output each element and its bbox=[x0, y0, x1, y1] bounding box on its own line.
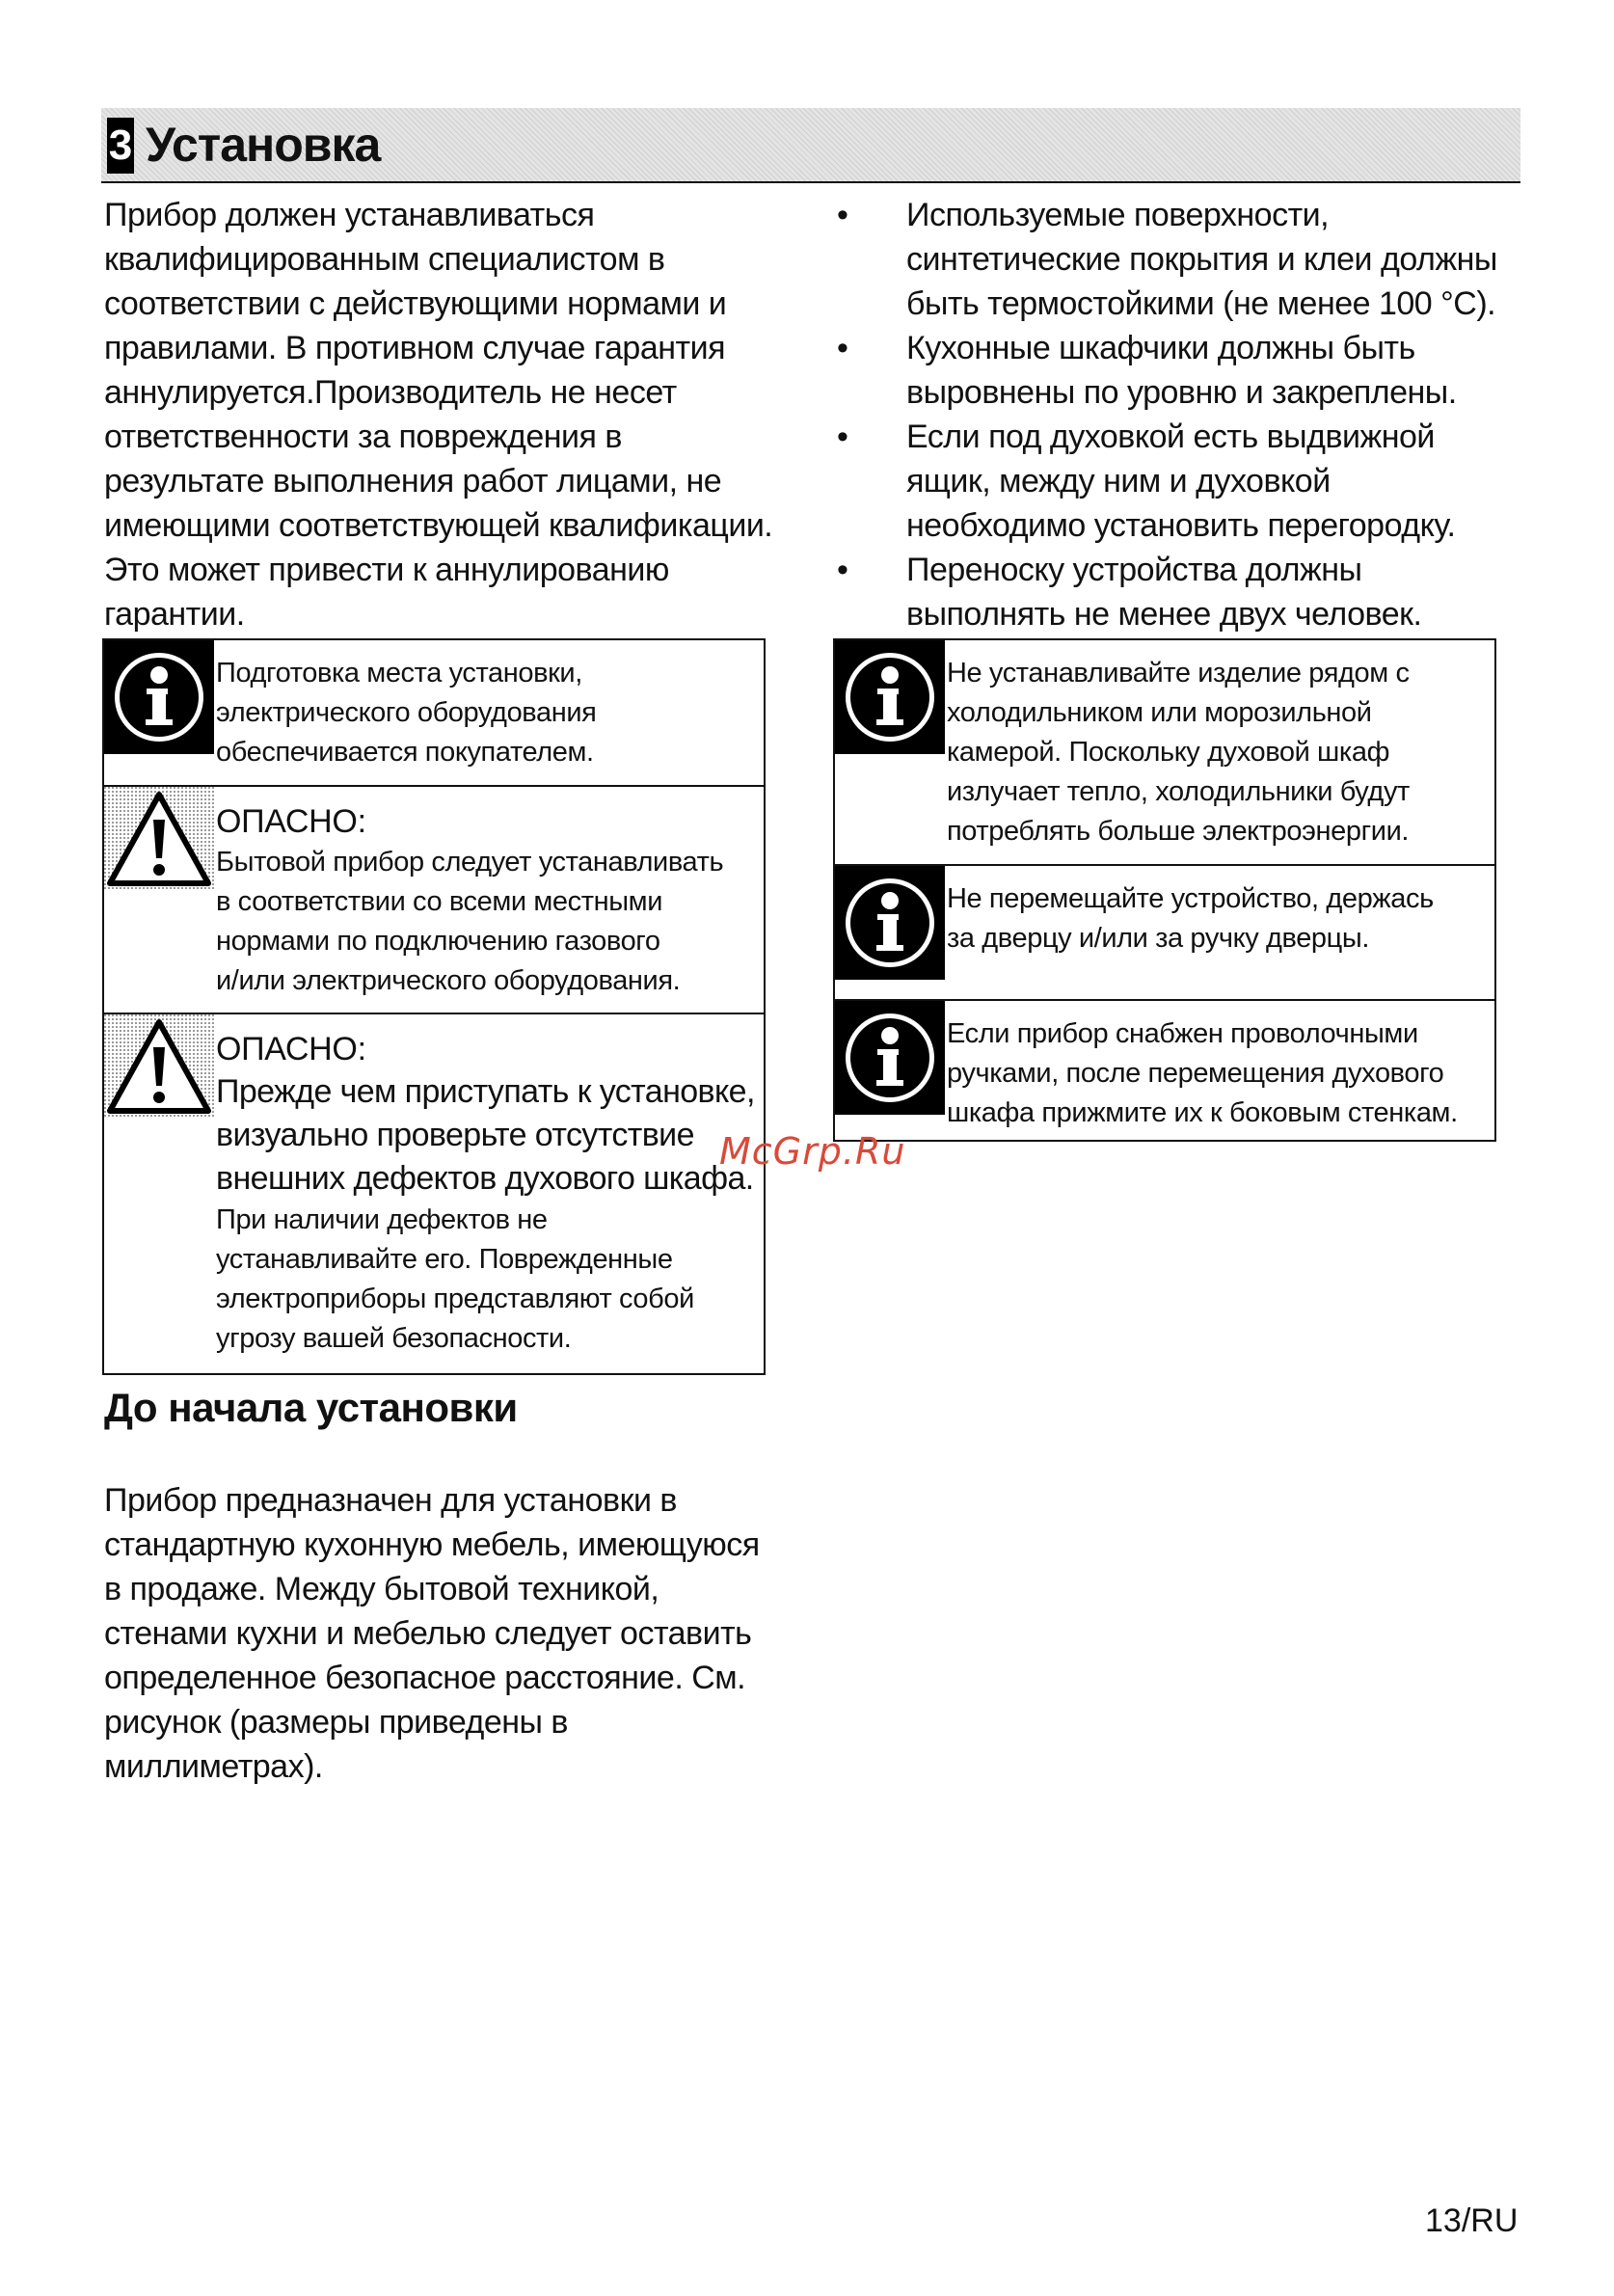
bullet-marker: • bbox=[837, 330, 848, 366]
text-line: Переноску устройства должны bbox=[906, 552, 1362, 588]
text-line: Если прибор снабжен проволочными bbox=[947, 1018, 1418, 1049]
danger-heading: ОПАСНО: bbox=[216, 1031, 366, 1067]
text-line: и/или электрического оборудования. bbox=[216, 965, 681, 996]
text-line: электроприборы представляют собой bbox=[216, 1283, 694, 1314]
text-line: стандартную кухонную мебель, имеющуюся bbox=[104, 1526, 760, 1563]
text-line: выровнены по уровню и закреплены. bbox=[906, 374, 1457, 411]
text-line: Подготовка места установки, bbox=[216, 658, 582, 689]
watermark: McGrp.Ru bbox=[719, 1130, 906, 1173]
info-notice bbox=[835, 999, 1494, 1140]
text-line: ответственности за повреждения в bbox=[104, 419, 622, 455]
intro-paragraph bbox=[104, 193, 798, 636]
text-line: Не перемещайте устройство, держась bbox=[947, 883, 1434, 914]
list-item bbox=[837, 415, 1531, 548]
text-line: ручками, после перемещения духового bbox=[947, 1058, 1444, 1089]
danger-notice bbox=[104, 1013, 764, 1373]
text-line: Это может привести к аннулированию bbox=[104, 552, 669, 588]
list-item bbox=[837, 326, 1531, 415]
text-line: стенами кухни и мебелью следует оставить bbox=[104, 1615, 752, 1652]
page-number: 13/RU bbox=[1425, 2202, 1519, 2239]
text-line: в соответствии со всеми местными bbox=[216, 886, 662, 917]
text-line: аннулируется.Производитель не несет bbox=[104, 374, 677, 411]
warning-icon bbox=[104, 1014, 214, 1119]
text-line: в продаже. Между бытовой техникой, bbox=[104, 1571, 659, 1607]
text-line: потреблять больше электроэнергии. bbox=[947, 816, 1410, 847]
bullet-marker: • bbox=[837, 419, 848, 455]
list-item bbox=[837, 193, 1531, 326]
text-line: нормами по подключению газового bbox=[216, 926, 660, 957]
text-line: необходимо установить перегородку. bbox=[906, 507, 1456, 544]
text-line: синтетические покрытия и клеи должны bbox=[906, 241, 1497, 278]
info-notice bbox=[835, 640, 1494, 864]
text-line: Бытовой прибор следует устанавливать bbox=[216, 847, 724, 878]
text-line: внешних дефектов духового шкафа. bbox=[216, 1160, 754, 1197]
section-paragraph bbox=[104, 1478, 798, 1789]
chapter-title: Установка bbox=[146, 118, 381, 172]
info-icon bbox=[835, 1001, 945, 1115]
text-line: результате выполнения работ лицами, не bbox=[104, 463, 722, 500]
info-icon bbox=[104, 640, 214, 754]
text-line: ящик, между ним и духовкой bbox=[906, 463, 1331, 500]
text-line: холодильником или морозильной bbox=[947, 697, 1372, 728]
text-line: гарантии. bbox=[104, 596, 245, 633]
danger-heading: ОПАСНО: bbox=[216, 803, 366, 840]
text-line: визуально проверьте отсутствие bbox=[216, 1117, 694, 1153]
text-line: обеспечивается покупателем. bbox=[216, 737, 594, 768]
text-line: Кухонные шкафчики должны быть bbox=[906, 330, 1415, 366]
info-notice bbox=[835, 864, 1494, 999]
bullet-marker: • bbox=[837, 552, 848, 588]
text-line: выполнять не менее двух человек. bbox=[906, 596, 1422, 633]
text-line: Прибор должен устанавливаться bbox=[104, 197, 595, 233]
text-line: быть термостойкими (не менее 100 °C). bbox=[906, 285, 1496, 322]
text-line: угрозу вашей безопасности. bbox=[216, 1323, 572, 1354]
warning-icon bbox=[104, 787, 214, 891]
section-heading: До начала установки bbox=[104, 1385, 518, 1430]
chapter-header bbox=[101, 108, 1520, 183]
text-line: Не устанавливайте изделие рядом с bbox=[947, 658, 1410, 689]
text-line: правилами. В противном случае гарантия bbox=[104, 330, 725, 366]
text-line: Используемые поверхности, bbox=[906, 197, 1330, 233]
info-icon bbox=[835, 640, 945, 754]
text-line: излучает тепло, холодильники будут bbox=[947, 776, 1410, 807]
text-line: имеющими соответствующей квалификации. bbox=[104, 507, 773, 544]
text-line: рисунок (размеры приведены в bbox=[104, 1704, 568, 1741]
left-notice-group bbox=[102, 638, 766, 1375]
text-line: Прибор предназначен для установки в bbox=[104, 1482, 677, 1519]
requirements-list bbox=[837, 193, 1531, 636]
text-line: миллиметрах). bbox=[104, 1748, 323, 1785]
text-line: определенное безопасное расстояние. См. bbox=[104, 1660, 746, 1696]
text-line: квалифицированным специалистом в bbox=[104, 241, 665, 278]
text-line: устанавливайте его. Поврежденные bbox=[216, 1244, 673, 1275]
text-line: электрического оборудования bbox=[216, 697, 597, 728]
text-line: Прежде чем приступать к установке, bbox=[216, 1073, 755, 1110]
text-line: Если под духовкой есть выдвижной bbox=[906, 419, 1435, 455]
text-line: за дверцу и/или за ручку дверцы. bbox=[947, 923, 1369, 954]
text-line: камерой. Поскольку духовой шкаф bbox=[947, 737, 1390, 768]
text-line: шкафа прижмите их к боковым стенкам. bbox=[947, 1097, 1458, 1128]
right-notice-group bbox=[833, 638, 1496, 1142]
chapter-number: 3 bbox=[107, 118, 134, 174]
danger-notice bbox=[104, 785, 764, 1013]
text-line: При наличии дефектов не bbox=[216, 1204, 548, 1235]
info-notice bbox=[104, 640, 764, 785]
list-item bbox=[837, 548, 1531, 636]
text-line: соответствии с действующими нормами и bbox=[104, 285, 727, 322]
info-icon bbox=[835, 866, 945, 980]
bullet-marker: • bbox=[837, 197, 848, 233]
